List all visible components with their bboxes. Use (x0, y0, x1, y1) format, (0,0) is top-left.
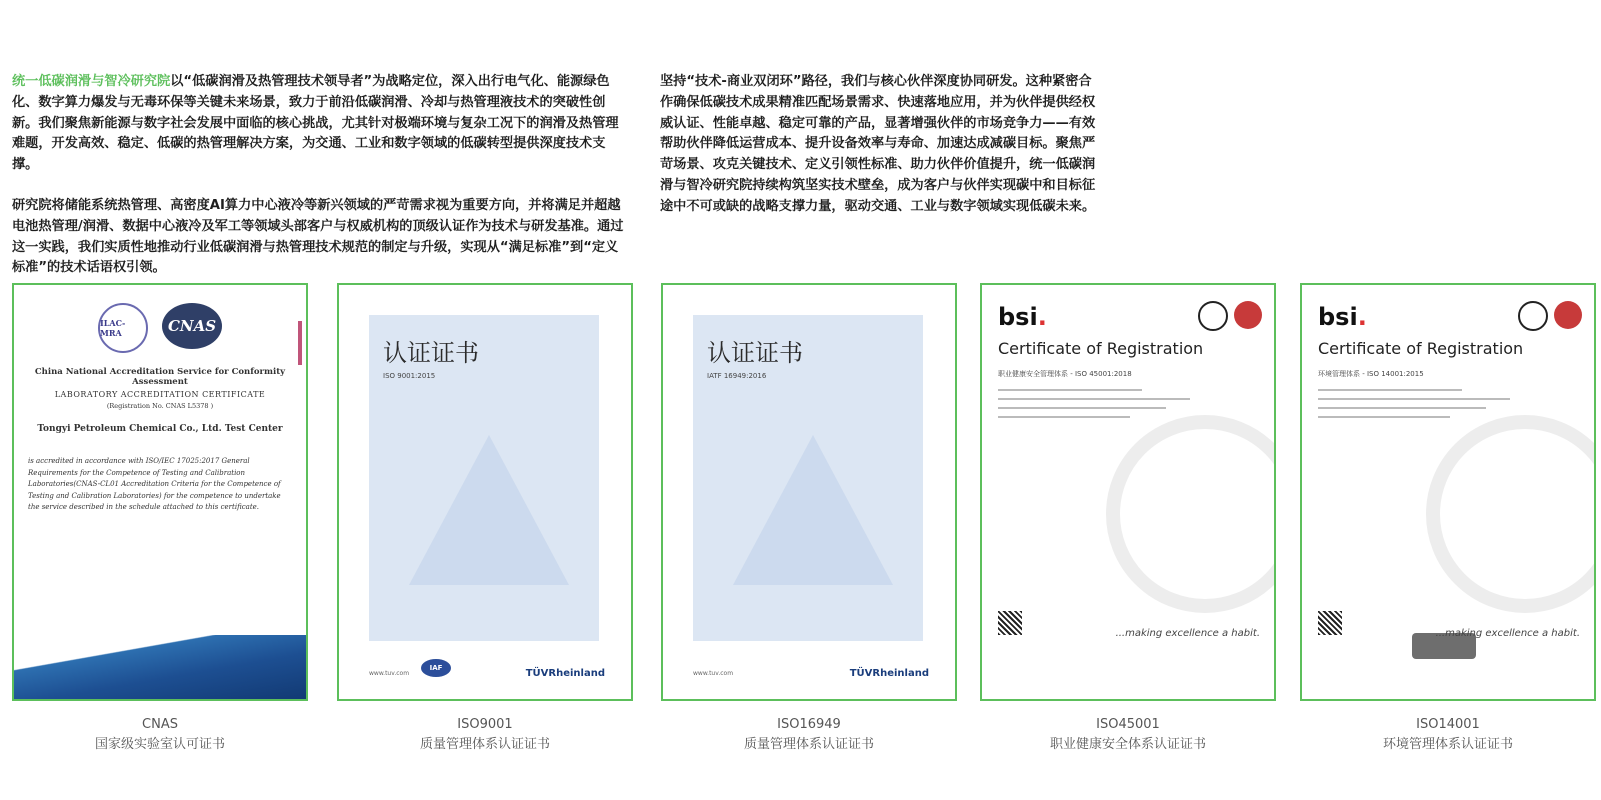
qr-code-icon (1318, 611, 1342, 635)
certificate-image-iso16949[interactable] (661, 283, 957, 701)
decorative-bar (298, 321, 302, 365)
institute-name: 统一低碳润滑与智冷研究院 (12, 74, 171, 89)
certificate-name: 职业健康安全体系认证证书 (1049, 737, 1206, 752)
certificate-caption (661, 715, 957, 755)
cert-standard: 职业健康安全管理体系 - ISO 45001:2018 (998, 370, 1132, 378)
certificate-code: ISO14001 (1416, 717, 1480, 732)
certificate-card-iso14001[interactable] (1300, 283, 1596, 755)
cert-title: 认证证书 (383, 339, 479, 367)
intro-paragraph-1 (12, 72, 624, 176)
intro-paragraph-2: 研究院将储能系统热管理、高密度AI算力中心液冷等新兴领域的严苛需求视为重要方向，并将满足并超越电池热管理/润滑、数据中心液冷及军工等领域头部客户与权威机构的顶级认证作为技术与研发基准。通过这一实践，我们实质性地推动行业低碳润滑与热管理技术规范的制定与升级，实现从“满足标准”到“定义标准”的技术话语权引领。 (12, 197, 624, 276)
certificate-card-iso9001[interactable] (337, 283, 633, 755)
kitemark-seal-icon (1518, 301, 1548, 331)
cert-standard: ISO 9001:2015 (383, 372, 436, 380)
cnas-logo-icon: CNAS (162, 303, 222, 349)
qr-code-icon (998, 611, 1022, 635)
cert-body-text: is accredited in accordance with ISO/IEC 17025:2017 General Requirements for the Competence of Testing and Calibration Laboratories(CNAS-CL01 Accreditation Criteria for the Competence of Testing and Calibration Laboratories) for the competence to undertake the service described in the schedule attached to this certificate. (28, 457, 281, 511)
kitemark-seal-icon (1198, 301, 1228, 331)
certificate-code: ISO9001 (457, 717, 513, 732)
certificate-code: ISO16949 (777, 717, 841, 732)
cert-organization: Tongyi Petroleum Chemical Co., Ltd. Test Center (37, 424, 283, 434)
certificate-panel (693, 315, 923, 641)
cert-standard: IATF 16949:2016 (707, 372, 767, 380)
cert-registration: (Registration No. CNAS L5378 ) (106, 402, 214, 410)
certificate-card-cnas[interactable] (12, 283, 308, 755)
cert-issuer: China National Accreditation Service for Conformity Assessment (34, 367, 286, 387)
certificate-image-iso14001[interactable] (1300, 283, 1596, 701)
certificate-caption (980, 715, 1276, 755)
bsi-tagline: ...making excellence a habit. (1435, 628, 1580, 639)
cert-title: LABORATORY ACCREDITATION CERTIFICATE (54, 390, 266, 399)
certificate-name: 质量管理体系认证证书 (419, 737, 550, 752)
bsi-watermark-icon (1426, 415, 1596, 613)
bsi-watermark-icon (1106, 415, 1276, 613)
certificate-code: CNAS (142, 717, 178, 732)
tuv-website: www.tuv.com (693, 670, 734, 677)
intro-left-column (12, 72, 624, 279)
certificate-name: 环境管理体系认证证书 (1382, 737, 1513, 752)
intro-paragraph-1-text: 以“低碳润滑及热管理技术领导者”为战略定位，深入出行电气化、能源绿色化、数字算力爆发与无毒环保等关键未来场景，致力于前沿低碳润滑、冷却与热管理液技术的突破性创新。我们聚焦新能源与数字社会发展中面临的核心挑战，尤其针对极端环境与复杂工况下的润滑及热管理难题，开发高效、稳定、低碳的热管理解决方案，为交通、工业和数字领域的低碳转型提供深度技术支撑。 (12, 74, 619, 173)
certificate-code: ISO45001 (1096, 717, 1160, 732)
bsi-tagline: ...making excellence a habit. (1115, 628, 1260, 639)
ilac-mra-logo-icon: ILAC-MRA (98, 303, 148, 353)
certificate-name: 国家级实验室认可证书 (94, 737, 225, 752)
tuv-logo-icon: TÜVRheinland (849, 668, 929, 679)
certificate-image-iso45001[interactable] (980, 283, 1276, 701)
certificate-caption (337, 715, 633, 755)
watermark-triangle-icon (409, 435, 569, 585)
ukas-seal-icon (1554, 301, 1582, 329)
certificate-image-cnas[interactable] (12, 283, 308, 701)
certificate-card-iso45001[interactable] (980, 283, 1276, 755)
ukas-seal-icon (1234, 301, 1262, 329)
bsi-logo-icon: bsi. (1318, 303, 1367, 331)
bsi-logo-icon: bsi. (998, 303, 1047, 331)
cert-title: Certificate of Registration (998, 339, 1204, 358)
wave-footer (14, 635, 306, 699)
intro-right-column (660, 72, 1100, 218)
tuv-logo-icon: TÜVRheinland (525, 668, 605, 679)
certificate-caption (1300, 715, 1596, 755)
cert-standard: 环境管理体系 - ISO 14001:2015 (1318, 370, 1424, 378)
cert-title: 认证证书 (707, 339, 803, 367)
iaf-logo-icon: IAF (421, 659, 451, 677)
tuv-website: www.tuv.com (369, 670, 410, 677)
intro-paragraph-3: 坚持“技术-商业双闭环”路径，我们与核心伙伴深度协同研发。这种紧密合作确保低碳技术成果精准匹配场景需求、快速落地应用，并为伙伴提供经权威认证、性能卓越、稳定可靠的产品，显著增强伙伴的市场竞争力——有效帮助伙伴降低运营成本、提升设备效率与寿命、加速达成减碳目标。聚焦严苛场景、攻克关键技术、定义引领性标准、助力伙伴价值提升，统一低碳润滑与智冷研究院持续构筑坚实技术壁垒，成为客户与伙伴实现碳中和目标征途中不可或缺的战略支撑力量，驱动交通、工业与数字领域实现低碳未来。 (660, 74, 1096, 214)
certificate-name: 质量管理体系认证证书 (743, 737, 874, 752)
watermark-triangle-icon (733, 435, 893, 585)
certificate-panel (369, 315, 599, 641)
certificate-image-iso9001[interactable] (337, 283, 633, 701)
cert-title: Certificate of Registration (1318, 339, 1524, 358)
certificate-card-iso16949[interactable] (661, 283, 957, 755)
certificate-caption (12, 715, 308, 755)
